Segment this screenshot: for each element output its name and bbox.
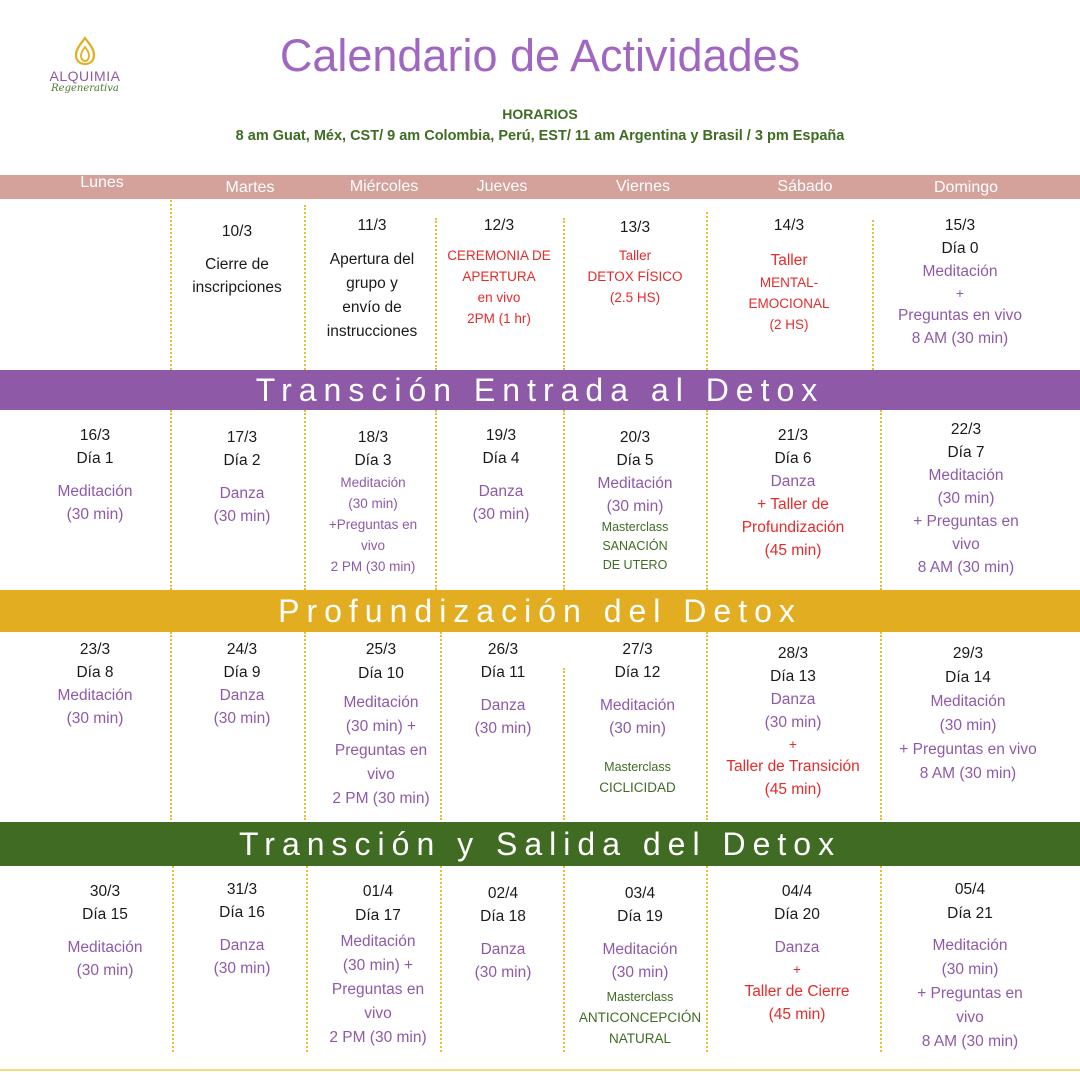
day-number: Día 8 — [76, 664, 114, 681]
activity-text: + — [956, 286, 964, 301]
phase-band-entrada — [0, 370, 1080, 410]
activity-text: Meditación — [930, 693, 1006, 710]
activity-text: + — [789, 737, 797, 752]
activity-text: Apertura del — [329, 251, 415, 268]
day-number: Día 9 — [223, 664, 261, 681]
cell-15-3 — [874, 214, 1046, 350]
activity-text: + Taller de — [757, 496, 829, 513]
activity-text: (30 min) — [474, 964, 532, 981]
cell-23-3 — [20, 638, 170, 730]
activity-text: vivo — [367, 766, 395, 783]
activity-text: 2 PM (30 min) — [329, 1029, 427, 1046]
activity-text: (30 min) — [474, 720, 532, 737]
date-label: 19/3 — [485, 427, 517, 444]
activity-text: Preguntas en — [331, 981, 425, 998]
activity-text: (2 HS) — [769, 317, 809, 332]
date-label: 03/4 — [624, 885, 656, 902]
activity-text: (45 min) — [764, 542, 822, 559]
date-label: 18/3 — [357, 429, 389, 446]
activity-text: Danza — [480, 697, 526, 714]
cell-21-3 — [708, 424, 878, 562]
activity-text: Taller — [618, 248, 652, 263]
logo-brand: ALQUIMIA — [49, 68, 121, 84]
date-label: 23/3 — [79, 641, 111, 658]
activity-text: 2 PM (30 min) — [330, 559, 416, 574]
activity-text: SANACIÓN — [602, 539, 668, 553]
activity-text: Meditación — [600, 697, 675, 714]
activity-text: Masterclass — [604, 760, 671, 774]
day-number: Día 2 — [223, 452, 261, 469]
day-number: Día 11 — [480, 664, 526, 681]
date-label: 30/3 — [89, 883, 121, 900]
date-label: 24/3 — [226, 641, 258, 658]
day-domingo: Domingo — [933, 179, 999, 196]
cell-05-4 — [882, 878, 1058, 1054]
band-title: Transción Entrada al Detox — [255, 372, 825, 408]
date-label: 13/3 — [619, 219, 651, 236]
date-label: 16/3 — [79, 427, 111, 444]
day-number: Día 20 — [774, 906, 820, 923]
activity-text: (30 min) — [764, 714, 822, 731]
day-viernes: Viernes — [616, 178, 670, 195]
activity-text: 8 AM (30 min) — [911, 330, 1009, 347]
cell-27-3 — [565, 638, 710, 798]
activity-text: Danza — [480, 941, 526, 958]
activity-text: (30 min) — [941, 961, 999, 978]
day-number: Día 13 — [770, 668, 816, 685]
activity-text: DE UTERO — [602, 558, 668, 572]
day-number: Día 0 — [941, 240, 979, 257]
date-label: 20/3 — [619, 429, 651, 446]
cell-12-3 — [437, 214, 561, 329]
cell-14-3 — [708, 214, 870, 335]
activity-text: Taller — [770, 252, 808, 269]
band-title: Profundización del Detox — [278, 593, 802, 629]
page-title: Calendario de Actividades — [279, 30, 801, 81]
activity-text: inscripciones — [192, 279, 282, 296]
cell-19-3 — [437, 424, 565, 526]
activity-text: Preguntas en — [334, 742, 428, 759]
day-number: Día 6 — [774, 450, 812, 467]
activity-text: CEREMONIA DE — [447, 248, 551, 263]
activity-text: (30 min) + — [345, 718, 417, 735]
date-label: 01/4 — [362, 883, 394, 900]
activity-text: (30 min) — [472, 506, 530, 523]
cell-29-3 — [882, 642, 1054, 786]
logo-sub: Regenerativa — [51, 83, 119, 94]
day-number: Día 21 — [947, 905, 993, 922]
cell-26-3 — [442, 638, 564, 740]
activity-text: Meditación — [343, 694, 419, 711]
activity-text: Meditación — [57, 687, 133, 704]
activity-text: APERTURA — [462, 269, 536, 284]
activity-text: Meditación — [57, 483, 133, 500]
cell-31-3 — [172, 878, 312, 980]
day-number: Día 18 — [480, 908, 526, 925]
cell-25-3 — [306, 638, 456, 811]
activity-text: Meditación — [602, 941, 678, 958]
date-label: 22/3 — [950, 421, 982, 438]
activity-text: Danza — [770, 691, 816, 708]
activity-text: envío de — [342, 299, 402, 316]
activity-text: Meditación — [340, 475, 406, 490]
activity-text: vivo — [952, 536, 980, 553]
phase-band-salida — [0, 822, 1080, 866]
day-number: Día 7 — [947, 444, 985, 461]
activity-text: Danza — [219, 687, 265, 704]
activity-text: (30 min) — [213, 508, 271, 525]
cell-30-3 — [30, 880, 180, 982]
day-number: Día 14 — [945, 669, 991, 686]
activity-text: + Preguntas en — [917, 985, 1023, 1002]
activity-text: + — [793, 962, 801, 977]
activity-text: Meditación — [932, 937, 1008, 954]
date-label: 21/3 — [777, 427, 809, 444]
date-label: 15/3 — [944, 217, 976, 234]
date-label: 29/3 — [952, 645, 984, 662]
activity-text: Meditación — [928, 467, 1004, 484]
activity-text: Taller de Cierre — [744, 983, 850, 1000]
activity-text: Preguntas en vivo — [897, 307, 1023, 324]
activity-text: Danza — [770, 473, 816, 490]
activity-text: +Preguntas en — [328, 517, 418, 532]
day-number: Día 17 — [355, 907, 401, 924]
activity-text: grupo y — [346, 275, 398, 292]
activity-text: + Preguntas en — [913, 513, 1019, 530]
bottom-divider — [0, 1069, 1080, 1071]
activity-text: 2PM (1 hr) — [467, 311, 531, 326]
day-number: Día 3 — [354, 452, 392, 469]
activity-text: vivo — [364, 1005, 392, 1022]
day-number: Día 12 — [614, 664, 661, 681]
activity-text: Danza — [774, 939, 820, 956]
activity-text: Danza — [219, 937, 265, 954]
activity-text: MENTAL- — [759, 275, 819, 290]
day-jueves: Jueves — [476, 178, 528, 195]
activity-text: (45 min) — [768, 1006, 826, 1023]
activity-text: (30 min) — [348, 496, 398, 511]
horarios-text: 8 am Guat, Méx, CST/ 9 am Colombia, Perú, EST/ 11 am Argentina y Brasil / 3 pm España — [235, 128, 845, 144]
cell-11-3 — [306, 214, 438, 344]
cell-22-3 — [882, 418, 1050, 579]
activity-text: (30 min) — [66, 710, 124, 727]
activity-text: (30 min) — [76, 962, 134, 979]
activity-text: (30 min) — [937, 490, 995, 507]
date-label: 04/4 — [781, 883, 813, 900]
activity-text: Masterclass — [606, 990, 674, 1004]
activity-text: (30 min) — [939, 717, 997, 734]
activity-text: Masterclass — [601, 520, 669, 534]
day-header-bar — [0, 175, 1080, 199]
activity-text: Meditación — [597, 475, 673, 492]
activity-text: 8 AM (30 min) — [919, 765, 1017, 782]
activity-text: (30 min) — [213, 710, 271, 727]
cell-20-3 — [565, 426, 705, 575]
day-number: Día 10 — [358, 665, 404, 682]
activity-text: EMOCIONAL — [748, 296, 830, 311]
activity-text: Danza — [478, 483, 524, 500]
activity-text: (30 min) — [611, 964, 669, 981]
activity-text: Cierre de — [205, 256, 269, 273]
date-label: 25/3 — [365, 641, 397, 658]
activity-text: (30 min) — [606, 498, 664, 515]
cell-28-3 — [708, 642, 878, 801]
activity-text: (30 min) — [66, 506, 124, 523]
activity-text: NATURAL — [608, 1031, 671, 1046]
day-number: Día 16 — [219, 904, 265, 921]
day-sabado: Sábado — [777, 178, 833, 195]
activity-text: Meditación — [340, 933, 416, 950]
date-label: 27/3 — [622, 641, 653, 658]
activity-text: vivo — [956, 1009, 984, 1026]
activity-text: DETOX FÍSICO — [587, 269, 683, 284]
band-title: Transción y Salida del Detox — [238, 826, 842, 862]
activity-text: Profundización — [741, 519, 845, 536]
activity-text: vivo — [360, 538, 385, 553]
activity-text: 8 AM (30 min) — [921, 1033, 1019, 1050]
activity-text: CICLICIDAD — [599, 780, 676, 795]
horarios-label: HORARIOS — [502, 106, 578, 122]
activity-text: Taller de Transición — [726, 758, 860, 775]
date-label: 12/3 — [483, 217, 515, 234]
activity-text: (30 min) + — [342, 957, 414, 974]
date-label: 26/3 — [487, 641, 519, 658]
date-label: 11/3 — [357, 217, 387, 234]
day-lunes: Lunes — [80, 174, 124, 191]
date-label: 31/3 — [226, 881, 258, 898]
activity-text: ANTICONCEPCIÓN — [578, 1010, 702, 1025]
date-label: 10/3 — [221, 223, 253, 240]
activity-text: Meditación — [922, 263, 998, 280]
cell-13-3 — [565, 216, 705, 308]
cell-10-3 — [172, 220, 302, 299]
cell-01-4 — [306, 880, 450, 1050]
cell-18-3 — [306, 426, 440, 577]
activity-text: (2.5 HS) — [609, 290, 661, 305]
day-martes: Martes — [225, 179, 275, 196]
phase-band-profundizacion — [0, 590, 1080, 632]
cell-02-4 — [442, 882, 564, 984]
activity-text: (30 min) — [213, 960, 271, 977]
cell-17-3 — [172, 426, 312, 528]
activity-text: 8 AM (30 min) — [917, 559, 1015, 576]
date-label: 05/4 — [954, 881, 986, 898]
date-label: 28/3 — [777, 645, 809, 662]
activity-text: Meditación — [67, 939, 143, 956]
date-label: 17/3 — [226, 429, 258, 446]
cell-04-4 — [712, 880, 882, 1026]
day-number: Día 19 — [617, 908, 663, 925]
activity-text: en vivo — [477, 290, 521, 305]
date-label: 02/4 — [487, 885, 519, 902]
date-label: 14/3 — [773, 217, 805, 234]
activity-text: Danza — [219, 485, 265, 502]
cell-24-3 — [172, 638, 312, 730]
day-number: Día 1 — [76, 450, 114, 467]
day-number: Día 5 — [616, 452, 654, 469]
activity-text: + Preguntas en vivo — [899, 741, 1037, 758]
day-number: Día 4 — [482, 450, 520, 467]
cell-16-3 — [20, 424, 170, 526]
cell-03-4 — [565, 882, 715, 1049]
activity-text: instrucciones — [326, 323, 418, 340]
day-number: Día 15 — [82, 906, 128, 923]
activity-text: 2 PM (30 min) — [332, 790, 430, 807]
activity-text: (45 min) — [764, 781, 822, 798]
day-miercoles: Miércoles — [349, 178, 419, 195]
activity-text: (30 min) — [609, 720, 666, 737]
